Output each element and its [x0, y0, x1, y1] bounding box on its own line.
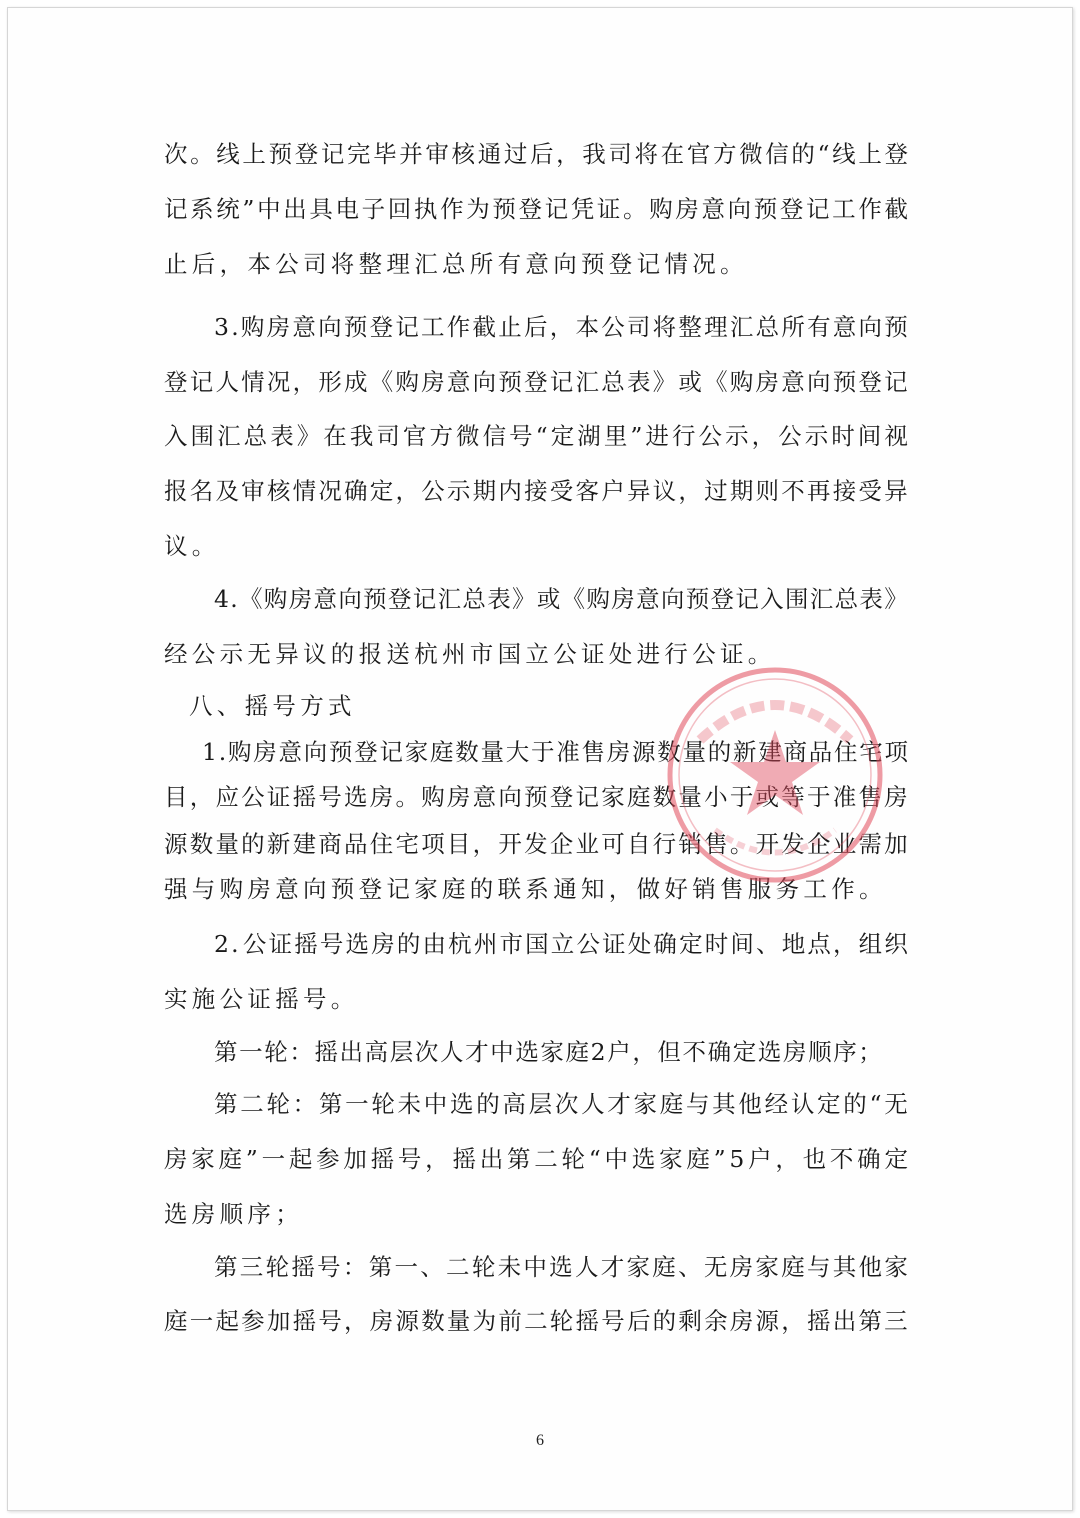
text-line: 报 名 及 审 核 情 况 确 定 ， 公 示 期 内 接 受 客 户 异 议 ， 过 期 则 不 再 接 受 异	[164, 477, 908, 505]
text-line: 第 二 轮 ： 第 一 轮 未 中 选 的 高 层 次 人 才 家 庭 与 其 他 经 认 定 的 “ 无	[214, 1090, 908, 1118]
text-line: 强与购房意向预登记家庭的联系通知，做好销售服务工作。	[164, 875, 887, 903]
text-line: 议。	[164, 532, 220, 560]
text-line: 第 三 轮 摇 号 ： 第 一 、 二 轮 未 中 选 人 才 家 庭 、 无 房 家 庭 与 其 他 家	[214, 1253, 908, 1281]
text-line: 止后，本公司将整理汇总所有意向预登记情况。	[164, 250, 748, 278]
text-line: 2 . 公 证 摇 号 选 房 的 由 杭 州 市 国 立 公 证 处 确 定 时 间 、 地 点 ， 组 织	[214, 930, 908, 958]
text-line: 1 . 购 房 意 向 预 登 记 家 庭 数 量 大 于 准 售 房 源 数 量 的 新 建 商 品 住 宅 项	[202, 738, 908, 766]
text-line: 第 一 轮 ： 摇 出 高 层 次 人 才 中 选 家 庭 2 户 ， 但 不 确 定 选 房 顺 序 ；	[214, 1038, 882, 1066]
page-number: 6	[536, 1432, 544, 1449]
text-line: 八、摇号方式	[189, 692, 356, 720]
text-line: 目 ， 应 公 证 摇 号 选 房 。 购 房 意 向 预 登 记 家 庭 数 量 小 于 或 等 于 准 售 房	[164, 783, 908, 811]
text-line: 房 家 庭 ” 一 起 参 加 摇 号 ， 摇 出 第 二 轮 “ 中 选 家 庭 ” 5 户 ， 也 不 确 定	[164, 1145, 908, 1173]
text-line: 记 系 统 ” 中 出 具 电 子 回 执 作 为 预 登 记 凭 证 。 购 房 意 向 预 登 记 工 作 截	[164, 195, 908, 223]
text-line: 源 数 量 的 新 建 商 品 住 宅 项 目 ， 开 发 企 业 可 自 行 销 售 。 开 发 企 业 需 加	[164, 830, 908, 858]
text-line: 3 . 购 房 意 向 预 登 记 工 作 截 止 后 ， 本 公 司 将 整 理 汇 总 所 有 意 向 预	[214, 313, 908, 341]
text-line: 选房顺序；	[164, 1200, 303, 1228]
text-line: 经公示无异议的报送杭州市国立公证处进行公证。	[164, 640, 776, 668]
text-line: 登 记 人 情 况 ， 形 成 《 购 房 意 向 预 登 记 汇 总 表 》 或 《 购 房 意 向 预 登 记	[164, 368, 908, 396]
text-line: 庭 一 起 参 加 摇 号 ， 房 源 数 量 为 前 二 轮 摇 号 后 的 剩 余 房 源 ， 摇 出 第 三	[164, 1307, 908, 1335]
text-line: 入 围 汇 总 表 》 在 我 司 官 方 微 信 号 “ 定 湖 里 ” 进 行 公 示 ， 公 示 时 间 视	[164, 422, 908, 450]
text-line: 4 . 《 购 房 意 向 预 登 记 汇 总 表 》 或 《 购 房 意 向 预 登 记 入 围 汇 总 表 》	[214, 585, 908, 613]
text-line: 次 。 线 上 预 登 记 完 毕 并 审 核 通 过 后 ， 我 司 将 在 官 方 微 信 的 “ 线 上 登	[164, 140, 908, 168]
text-line: 实施公证摇号。	[164, 985, 359, 1013]
